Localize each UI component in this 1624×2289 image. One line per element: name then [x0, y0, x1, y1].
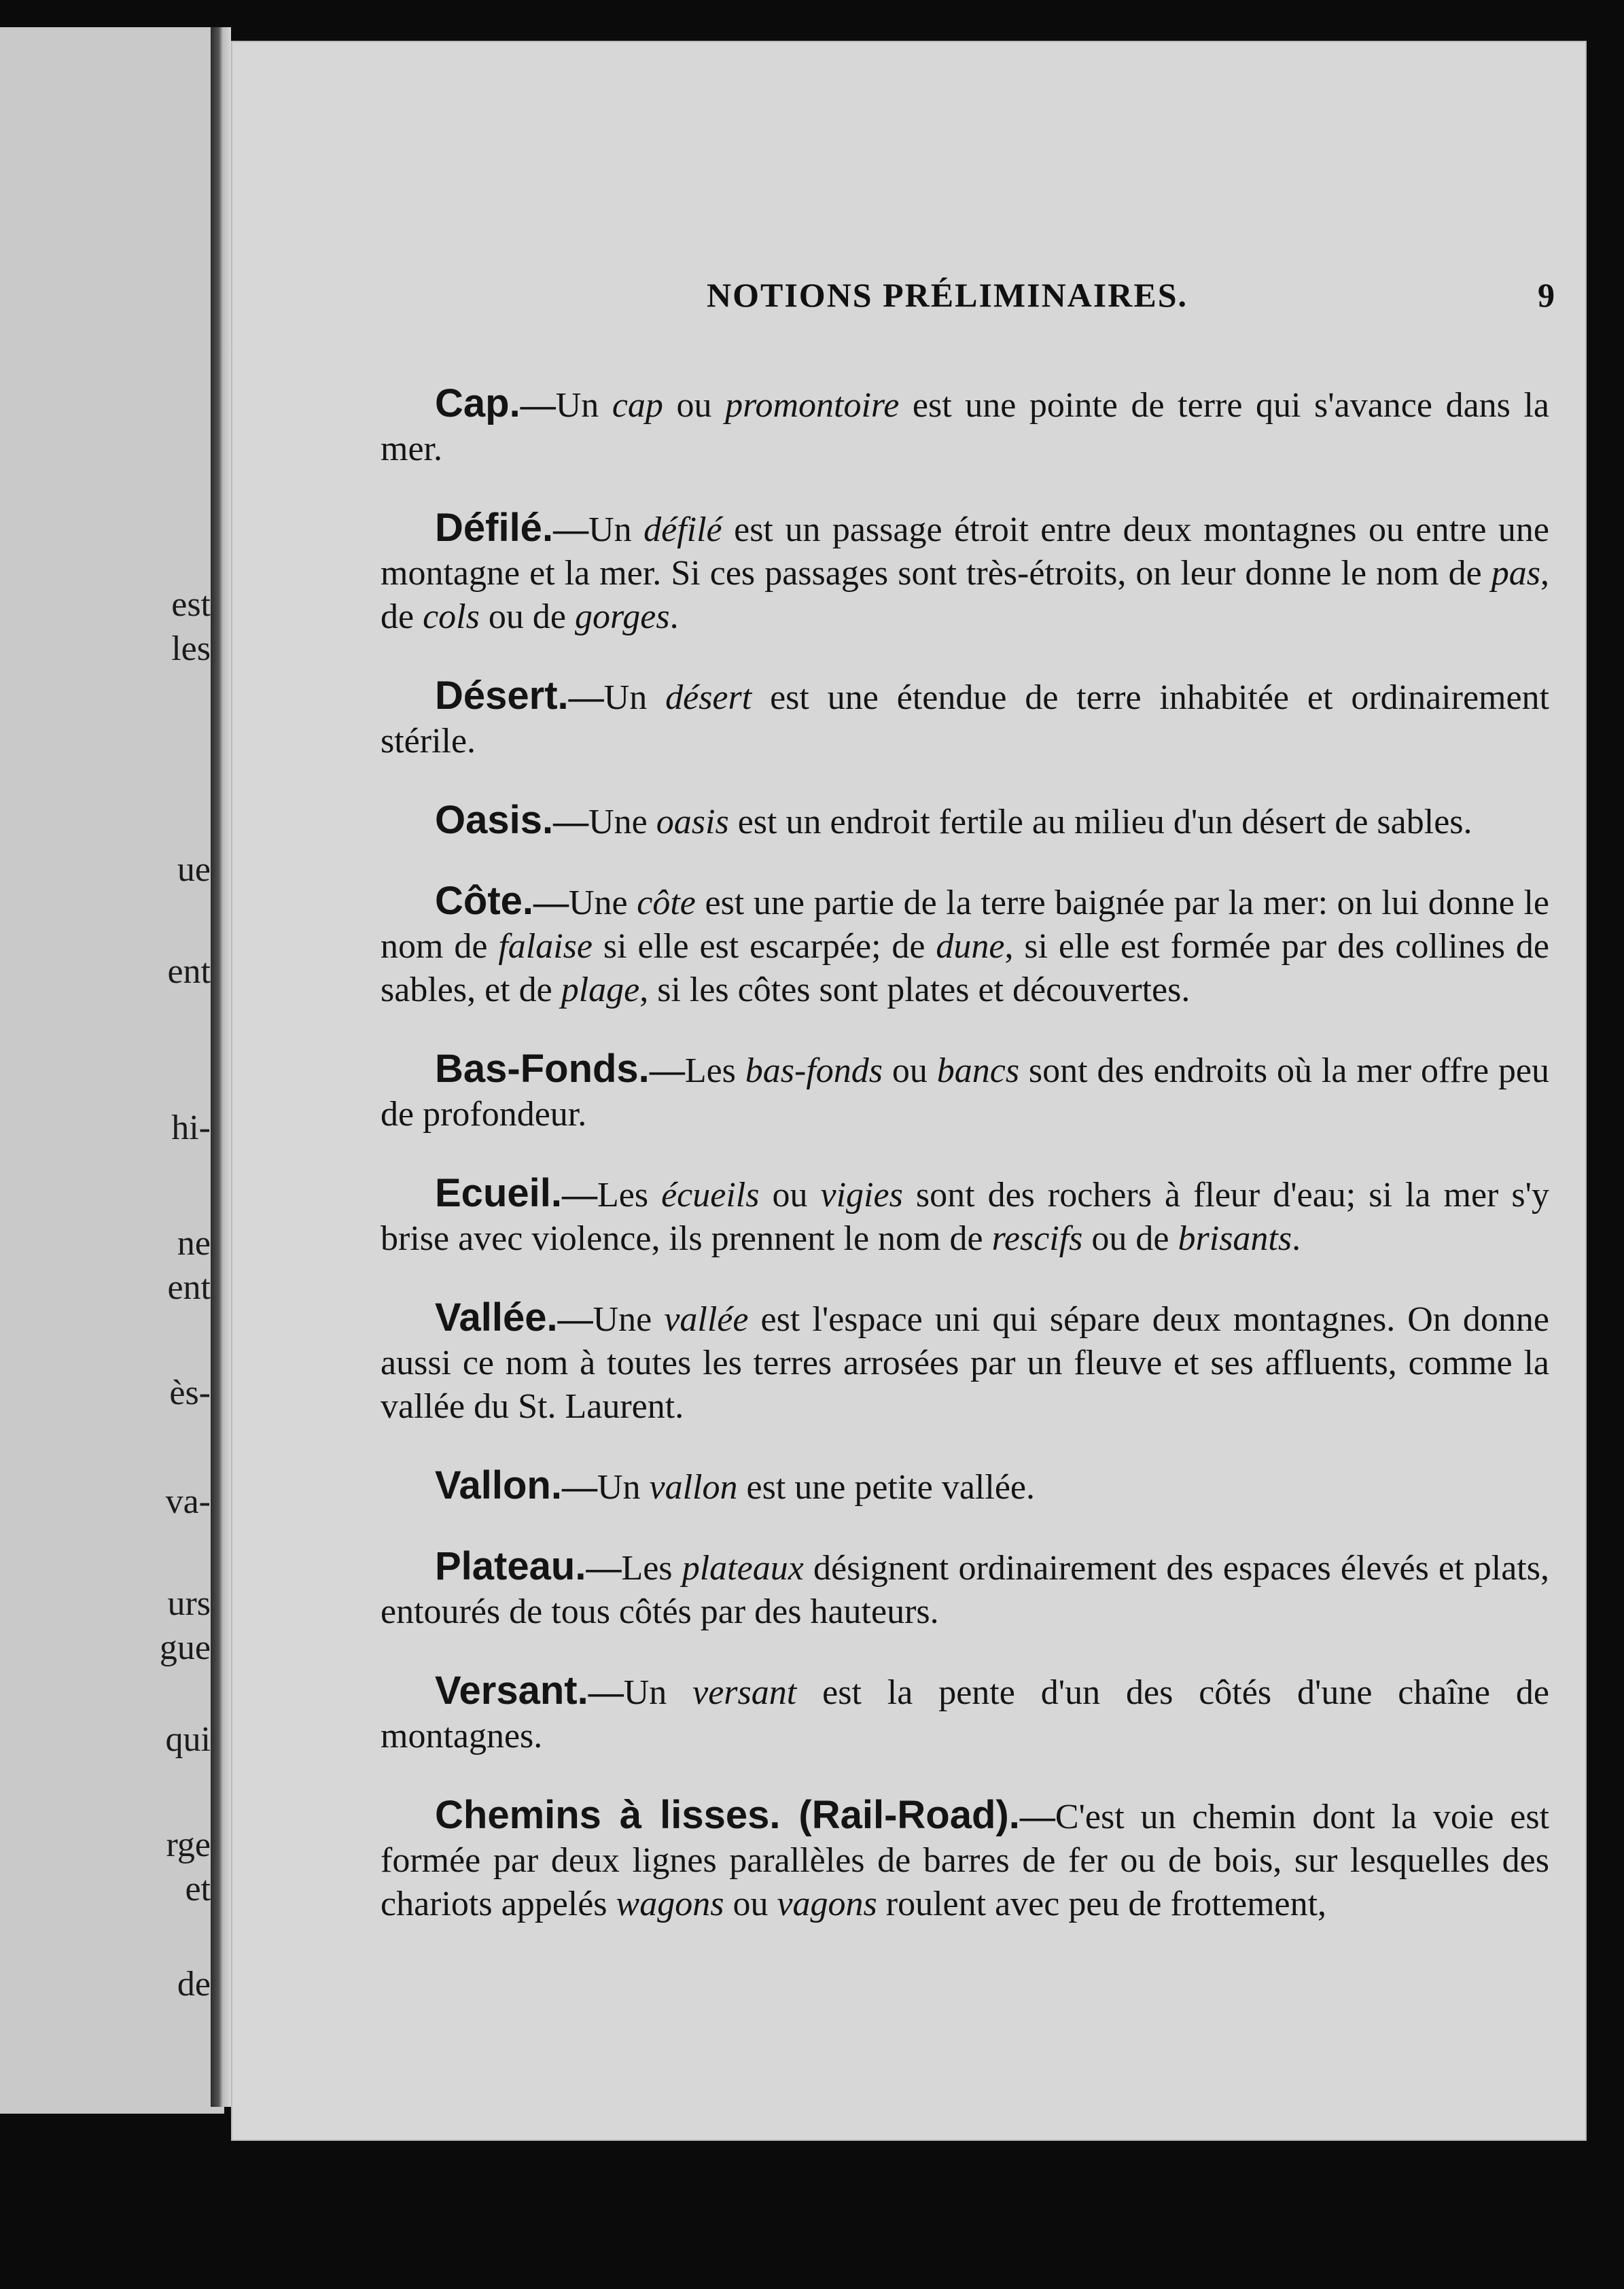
definition-text: si elle est escarpée; de [593, 927, 936, 966]
glossary-entry [381, 1296, 1549, 1429]
entry-term: Versant. [435, 1668, 588, 1713]
entry-term: Cap. [435, 381, 520, 425]
definition-text: Les [621, 1549, 682, 1588]
left-page-fragment: gue [159, 1628, 211, 1667]
left-page-fragment: urs [167, 1584, 211, 1623]
left-page-fragment: qui [165, 1720, 211, 1759]
left-page-fragment: de [177, 1965, 211, 2004]
italic-term: vallée [664, 1300, 749, 1339]
entry-term: Ecueil. [435, 1171, 562, 1215]
italic-term: désert [665, 678, 752, 717]
definition-text: est une petite vallée. [737, 1468, 1035, 1507]
definition-text: est une pointe de terre qui s'avance dans la mer. [381, 386, 1550, 468]
italic-term: bancs [936, 1051, 1020, 1090]
definition-text: ou [663, 386, 726, 425]
definition-text: sont des rochers à fleur d'eau; si la mer s'y brise avec violence, ils prennent le nom de [381, 1176, 1549, 1258]
italic-term: défilé [643, 510, 722, 549]
italic-term: plage [561, 971, 640, 1009]
glossary-entry [381, 674, 1549, 763]
glossary-entry [381, 1047, 1549, 1136]
italic-term: écueils [661, 1176, 760, 1215]
italic-term: vigies [820, 1176, 903, 1215]
running-head [707, 275, 1556, 315]
em-dash: — [561, 1176, 597, 1215]
definition-text: est la pente d'un des côtés d'une chaîne de montagnes. [381, 1673, 1549, 1755]
em-dash: — [588, 1673, 624, 1712]
definition-text: est un passage étroit entre deux montagnes ou entre une montagne et la mer. Si ces passages sont très-étroits, on leur donne le nom de [381, 510, 1549, 593]
page-number: 9 [1538, 276, 1556, 314]
left-page-fragment: va- [165, 1482, 211, 1521]
definition-text: . [669, 597, 679, 636]
em-dash: — [557, 1300, 593, 1339]
left-page-fragment: ue [177, 850, 211, 889]
definition-text: Les [684, 1051, 745, 1090]
italic-term: cap [612, 386, 663, 425]
italic-term: promontoire [725, 386, 900, 425]
glossary-entry [381, 799, 1549, 844]
em-dash: — [568, 678, 604, 717]
italic-term: falaise [498, 927, 593, 966]
definition-text: ou [759, 1176, 821, 1215]
glossary-entry [381, 1464, 1549, 1509]
em-dash: — [649, 1051, 685, 1090]
italic-term: wagons [616, 1885, 724, 1923]
entry-term: Désert. [435, 674, 569, 718]
em-dash: — [553, 803, 589, 841]
definition-text: roulent avec peu de frottement, [877, 1885, 1327, 1923]
italic-term: bas-fonds [745, 1051, 883, 1090]
em-dash: — [553, 510, 589, 549]
italic-term: pas [1491, 554, 1540, 593]
definition-text: est un endroit fertile au milieu d'un désert de sables. [728, 803, 1472, 841]
left-page-fragment: ne [177, 1224, 211, 1263]
em-dash: — [520, 386, 556, 425]
left-page-fragment: ent [167, 1268, 211, 1307]
glossary-entry [381, 382, 1549, 471]
definition-text: Un [623, 1673, 693, 1712]
italic-term: vagons [777, 1885, 877, 1923]
entry-term: Côte. [435, 879, 533, 923]
definition-text: est une étendue de terre inhabitée et ordinairement stérile. [381, 678, 1549, 761]
left-page-fragment: est [171, 585, 211, 624]
definition-text: , de [381, 554, 1549, 636]
definition-text: Un [603, 678, 666, 717]
definition-text: désignent ordinairement des espaces élevés et plats, entourés de tous côtés par des hauteurs. [381, 1549, 1549, 1631]
definition-text: Une [588, 803, 656, 841]
definition-text: est l'espace uni qui sépare deux montagnes. On donne aussi ce nom à toutes les terres arrosées par un fleuve et ses affluents, comme la vallée du St. Laurent. [381, 1300, 1549, 1426]
italic-term: côte [637, 884, 696, 922]
italic-term: cols [423, 597, 480, 636]
italic-term: versant [692, 1673, 797, 1712]
definition-text: Une [569, 884, 637, 922]
definition-text: , si elle est formée par des collines de sables, et de [381, 927, 1550, 1009]
definition-text: ou [724, 1885, 777, 1923]
italic-term: plateaux [682, 1549, 804, 1588]
entry-term: Vallon. [435, 1463, 562, 1507]
right-page [231, 41, 1587, 2141]
italic-term: rescifs [991, 1219, 1083, 1258]
entry-term: Oasis. [435, 798, 554, 842]
definition-text: sont des endroits où la mer offre peu de profondeur. [381, 1051, 1549, 1134]
definition-text: est une partie de la terre baignée par la mer: on lui donne le nom de [381, 884, 1550, 966]
left-page-fragment: ès- [169, 1374, 211, 1412]
entry-term: Défilé. [435, 506, 554, 550]
definition-text: Une [593, 1300, 665, 1339]
left-page-fragment: rge [166, 1825, 211, 1864]
glossary-entry [381, 879, 1549, 1012]
definition-text: ou [883, 1051, 937, 1090]
running-head-title: NOTIONS PRÉLIMINAIRES. [707, 276, 1188, 314]
glossary-entry [381, 1172, 1549, 1261]
glossary-entry [381, 1669, 1549, 1758]
entry-term: Chemins à lisses. (Rail-Road). [435, 1793, 1020, 1837]
left-page [0, 27, 224, 2114]
italic-term: vallon [649, 1468, 738, 1507]
left-page-fragment: les [171, 629, 211, 668]
definition-text: . [1292, 1219, 1301, 1258]
entry-term: Vallée. [435, 1295, 558, 1340]
italic-term: brisants [1178, 1219, 1292, 1258]
definition-text: Un [555, 386, 612, 425]
definition-text: ou de [1082, 1219, 1178, 1258]
em-dash: — [533, 884, 569, 922]
em-dash: — [561, 1468, 597, 1507]
left-page-fragment: et [185, 1870, 211, 1908]
definition-text: Un [597, 1468, 650, 1507]
em-dash: — [586, 1549, 622, 1588]
glossary-entry [381, 1545, 1549, 1634]
entry-term: Plateau. [435, 1544, 586, 1588]
italic-term: dune [936, 927, 1005, 966]
italic-term: oasis [656, 803, 729, 841]
definition-text: , si les côtes sont plates et découvertes. [639, 971, 1190, 1009]
definition-text: ou de [479, 597, 575, 636]
definition-text: Un [588, 510, 644, 549]
left-page-fragment: hi- [171, 1108, 211, 1147]
glossary-entry [381, 506, 1549, 639]
definition-text: C'est un chemin dont la voie est formée par deux lignes parallèles de barres de fer ou de bois, sur lesquelles des chariots appelés [381, 1798, 1550, 1923]
glossary-entries [381, 347, 1549, 1945]
definition-text: Les [597, 1176, 662, 1215]
glossary-entry [381, 1794, 1549, 1926]
book-binding [211, 27, 231, 2107]
em-dash: — [1019, 1798, 1055, 1836]
entry-term: Bas-Fonds. [435, 1047, 650, 1091]
left-page-fragment: ent [167, 952, 211, 991]
italic-term: gorges [574, 597, 670, 636]
